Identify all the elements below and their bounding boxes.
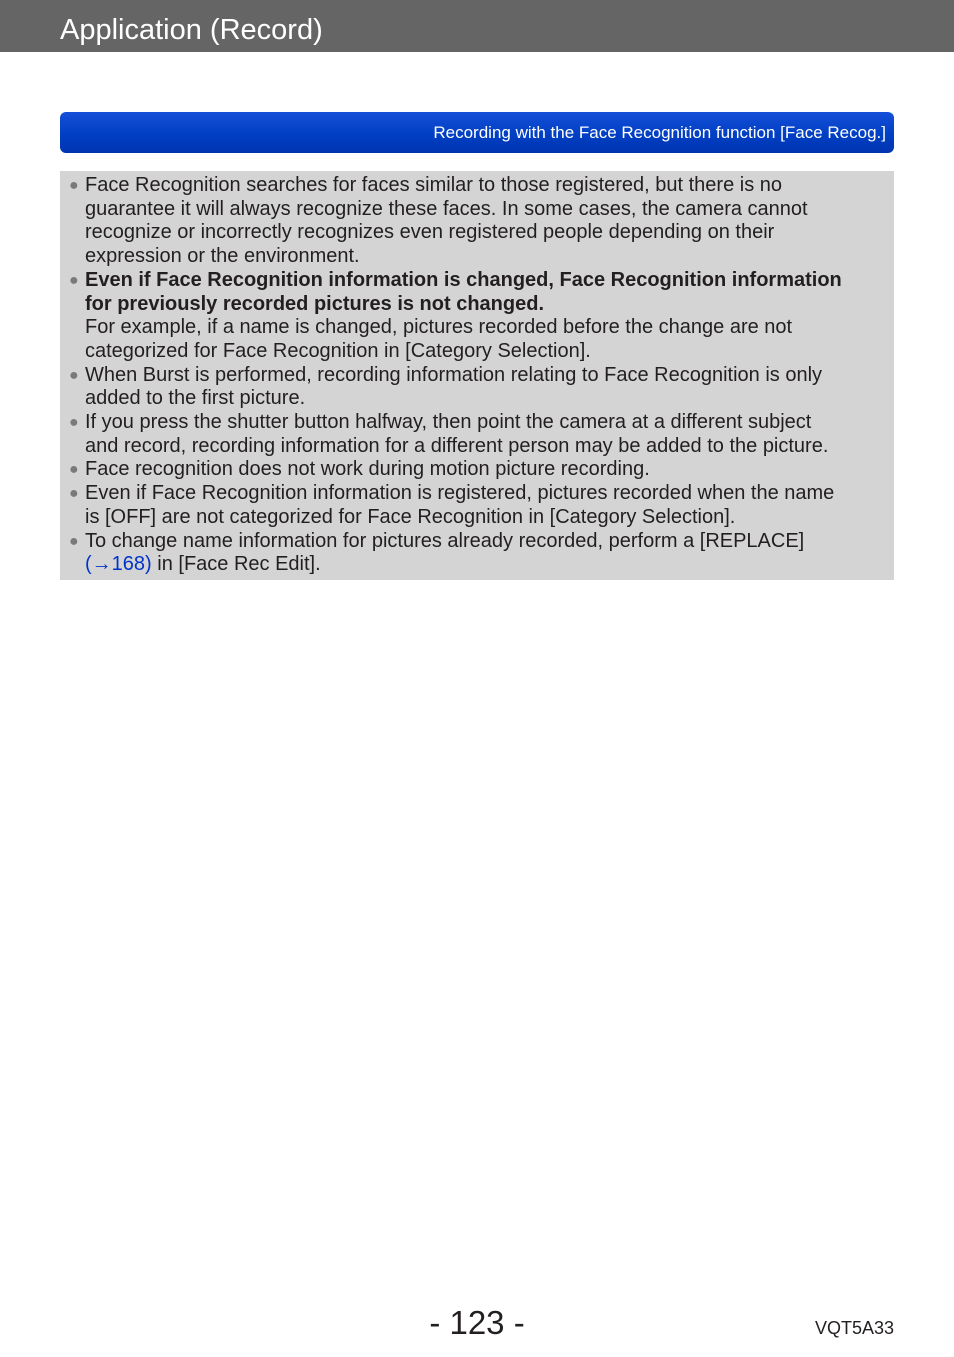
bullet-icon: ● (69, 485, 79, 503)
notes-box (60, 171, 894, 580)
bullet-icon: ● (69, 461, 79, 479)
note-line: recognize or incorrectly recognizes even registered people depending on their (85, 221, 775, 244)
note-line: When Burst is performed, recording information relating to Face Recognition is only (85, 363, 823, 386)
note-item (69, 530, 886, 577)
page-number: - 123 - (429, 1304, 525, 1341)
note-line: To change name information for pictures already recorded, perform a [REPLACE] (85, 529, 805, 552)
note-item (69, 174, 886, 269)
note-item (69, 482, 886, 529)
page-reference-link[interactable]: (→168) (85, 553, 152, 576)
page-header-title: Application (Record) (60, 14, 323, 46)
note-line: expression or the environment. (85, 245, 360, 268)
note-text (85, 482, 886, 529)
note-line: If you press the shutter button halfway, then point the camera at a different subject (85, 411, 812, 434)
note-text (85, 364, 886, 411)
section-title-bar (60, 112, 894, 153)
note-line: categorized for Face Recognition in [Category Selection]. (85, 339, 591, 362)
note-item (69, 458, 886, 482)
bullet-icon: ● (69, 366, 79, 384)
note-line: Even if Face Recognition information is registered, pictures recorded when the name (85, 482, 835, 505)
note-line: For example, if a name is changed, pictures recorded before the change are not (85, 316, 793, 339)
note-text (85, 269, 886, 364)
note-text (85, 530, 886, 577)
top-header (0, 0, 954, 52)
note-line: added to the first picture. (85, 387, 306, 410)
note-line: Face Recognition searches for faces similar to those registered, but there is no (85, 174, 783, 196)
note-text (85, 458, 886, 482)
note-line: is [OFF] are not categorized for Face Recognition in [Category Selection]. (85, 505, 736, 528)
note-bold-line: for previously recorded pictures is not changed. (85, 292, 544, 315)
bullet-icon: ● (69, 271, 79, 289)
note-line: and record, recording information for a different person may be added to the picture. (85, 434, 829, 457)
note-line: guarantee it will always recognize these faces. In some cases, the camera cannot (85, 197, 808, 220)
note-line: Face recognition does not work during motion picture recording. (85, 458, 650, 481)
note-line-tail: in [Face Rec Edit]. (151, 553, 321, 576)
bullet-icon: ● (69, 414, 79, 432)
note-item (69, 269, 886, 364)
note-item (69, 411, 886, 458)
bullet-icon: ● (69, 177, 79, 194)
note-line-with-link (85, 553, 886, 577)
note-text (85, 174, 886, 269)
section-title: Recording with the Face Recognition function [Face Recog.] (433, 123, 886, 142)
document-code: VQT5A33 (814, 1318, 894, 1338)
note-item (69, 364, 886, 411)
note-bold-line: Even if Face Recognition information is changed, Face Recognition information (85, 268, 842, 291)
bullet-icon: ● (69, 532, 79, 550)
note-text (85, 411, 886, 458)
